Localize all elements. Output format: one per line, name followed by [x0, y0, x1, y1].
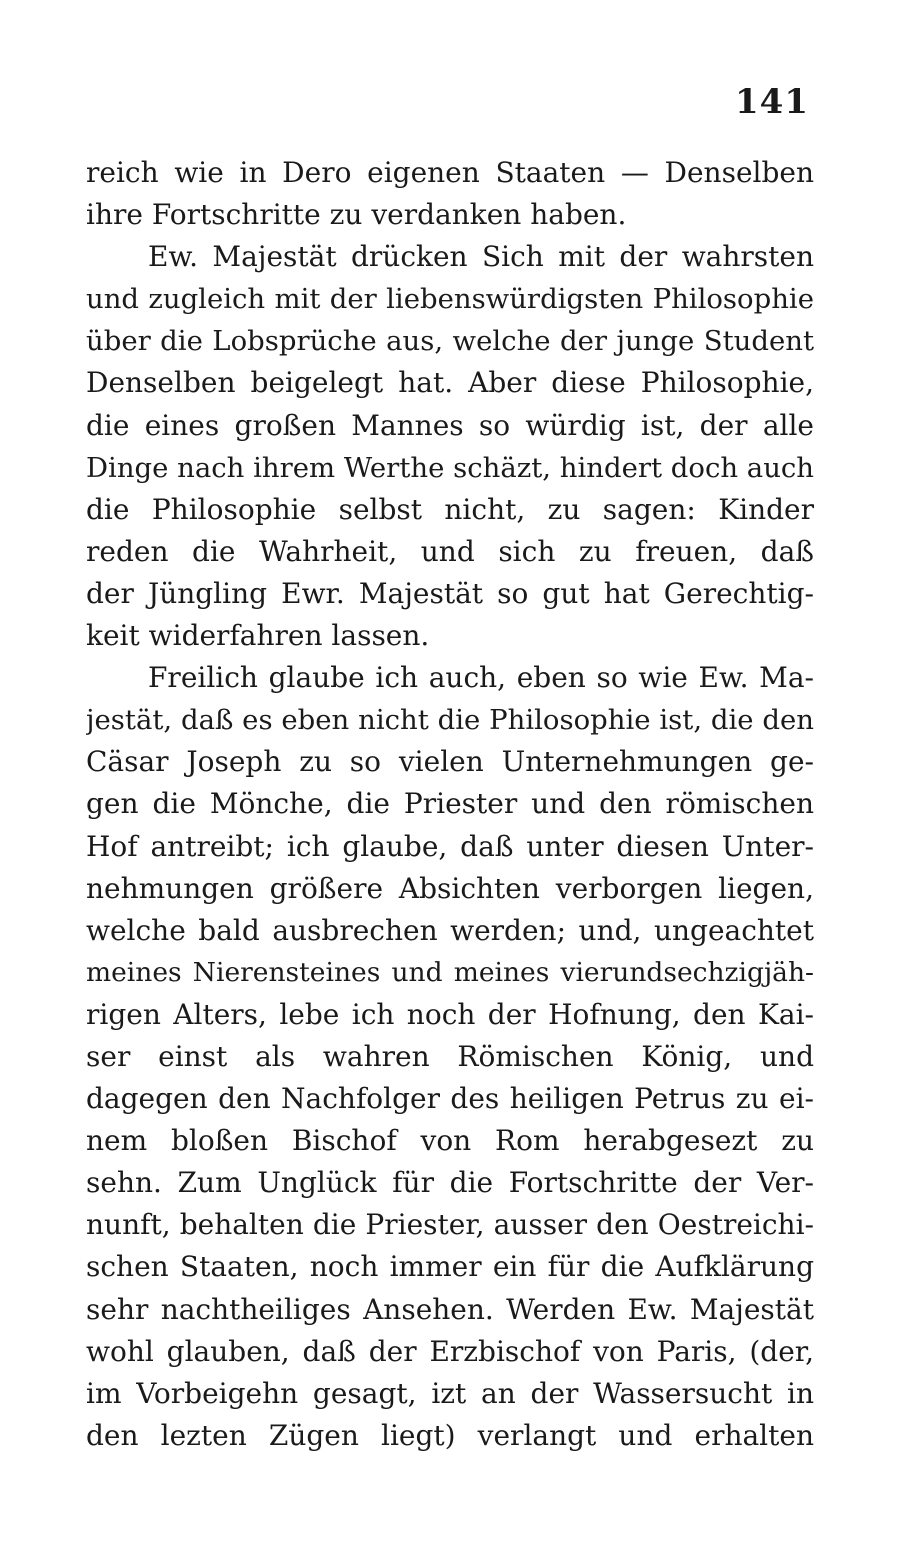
text-line: Dinge nach ihrem Werthe schäzt, hindert doch auch: [86, 451, 814, 484]
text-line: die Philosophie selbst nicht, zu sagen: Kinder: [86, 492, 814, 526]
text-line: ihre Fortschritte zu verdanken haben.: [86, 198, 627, 232]
text-line: nunft, behalten die Priester, ausser den Oestreichi-: [86, 1208, 814, 1242]
text-line: gen die Mönche, die Priester und den römischen: [86, 787, 814, 821]
body-text: [86, 152, 814, 1457]
text-line: Freilich glaube ich auch, eben so wie Ew. Ma-: [148, 661, 814, 695]
text-line: Ew. Majestät drücken Sich mit der wahrsten: [148, 240, 814, 274]
text-line: schen Staaten, noch immer ein für die Aufklärung: [86, 1250, 814, 1284]
text-line: rigen Alters, lebe ich noch der Hofnung, den Kai-: [86, 997, 814, 1031]
text-line: und zugleich mit der liebenswürdigsten Philosophie: [86, 283, 814, 316]
text-line: wohl glauben, daß der Erzbischof von Paris, (der,: [86, 1334, 814, 1368]
text-line: über die Lobsprüche aus, welche der junge Student: [86, 325, 814, 358]
text-line: sehr nachtheiliges Ansehen. Werden Ew. Majestät: [86, 1292, 814, 1326]
text-line: keit widerfahren lassen.: [86, 619, 430, 653]
text-line: reden die Wahrheit, und sich zu freuen, daß: [86, 534, 814, 568]
text-line: nehmungen größere Absichten verborgen liegen,: [86, 871, 814, 905]
text-line: die eines großen Mannes so würdig ist, der alle: [86, 408, 814, 442]
text-line: jestät, daß es eben nicht die Philosophie ist, die den: [86, 704, 814, 737]
text-line: Hof antreibt; ich glaube, daß unter diesen Unter-: [86, 829, 814, 863]
text-line: sehn. Zum Unglück für die Fortschritte der Ver-: [86, 1166, 814, 1200]
text-line: ser einst als wahren Römischen König, und: [86, 1039, 814, 1073]
text-line: Cäsar Joseph zu so vielen Unternehmungen ge-: [86, 745, 814, 779]
text-line: meines Nierensteines und meines vierundsechzigjäh-: [86, 956, 814, 988]
text-line: der Jüngling Ewr. Majestät so gut hat Gerechtig-: [86, 576, 814, 610]
text-line: dagegen den Nachfolger des heiligen Petrus zu ei-: [86, 1082, 814, 1116]
text-line: im Vorbeigehn gesagt, izt an der Wassersucht in: [86, 1376, 814, 1410]
page-number: 141: [735, 82, 809, 122]
text-line: nem bloßen Bischof von Rom herabgesezt zu: [86, 1124, 814, 1158]
text-line: Denselben beigelegt hat. Aber diese Philosophie,: [86, 366, 814, 400]
text-line: reich wie in Dero eigenen Staaten — Denselben: [86, 156, 814, 189]
text-line: welche bald ausbrechen werden; und, ungeachtet: [86, 913, 814, 947]
text-line: den lezten Zügen liegt) verlangt und erhalten: [86, 1418, 814, 1452]
